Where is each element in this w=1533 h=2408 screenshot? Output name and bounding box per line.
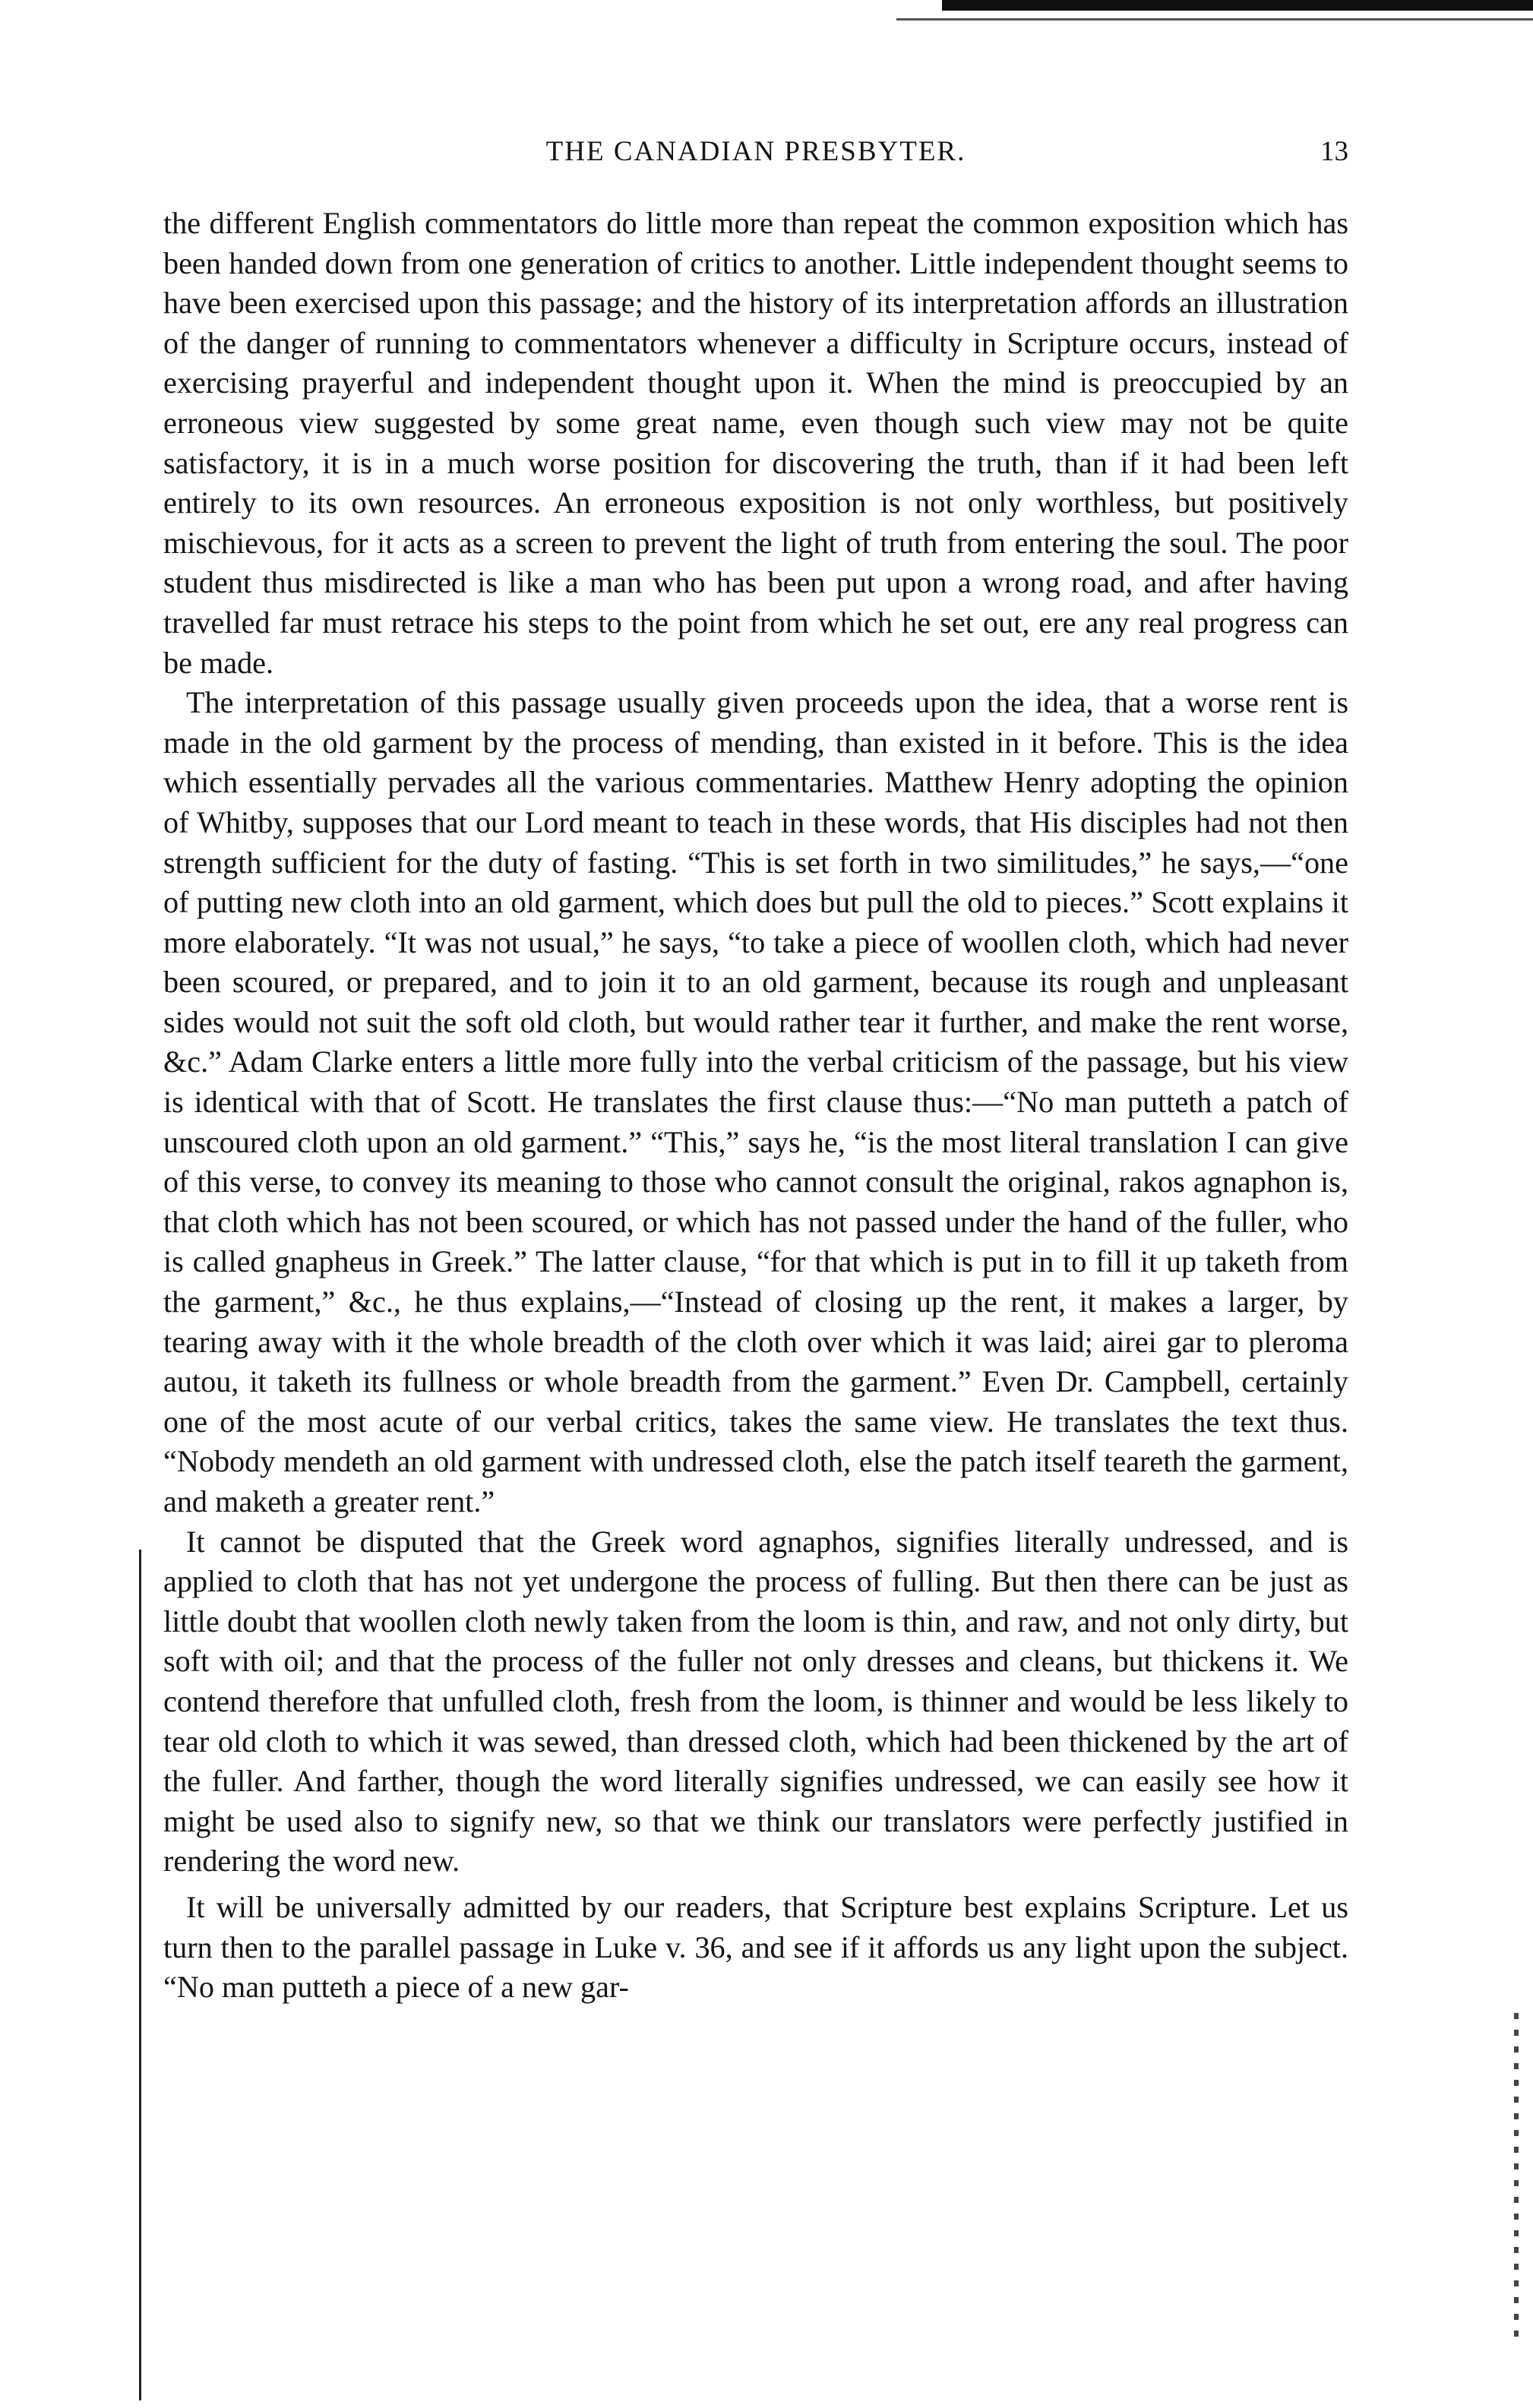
- paragraph-2: The interpretation of this passage usually given proceeds upon the idea, that a worse rent is made in the old garment by the process of mending, than existed in it before. This is the idea which essentially pervades all the various commentaries. Matthew Henry adopting the opinion of Whitby, supposes that our Lord meant to teach in these words, that His disciples had not then strength sufficient for the duty of fasting. “This is set forth in two similitudes,” he says,—“one of putting new cloth into an old garment, which does but pull the old to pieces.” Scott explains it more elaborately. “It was not usual,” he says, “to take a piece of woollen cloth, which had never been scoured, or prepared, and to join it to an old garment, because its rough and unpleasant sides would not suit the soft old cloth, but would rather tear it further, and make the rent worse, &c.” Adam Clarke enters a little more fully into the verbal criticism of the passage, but his view is identical with that of Scott. He translates the first clause thus:—“No man putteth a patch of unscoured cloth upon an old garment.” “This,” says he, “is the most literal translation I can give of this verse, to convey its meaning to those who cannot consult the original, rakos agnaphon is, that cloth which has not been scoured, or which has not passed under the hand of the fuller, who is called gnapheus in Greek.” The latter clause, “for that which is put in to fill it up taketh from the garment,” &c., he thus explains,—“Instead of closing up the rent, it makes a larger, by tearing away with it the whole breadth of the cloth over which it was laid; airei gar to pleroma autou, it taketh its fullness or whole breadth from the garment.” Even Dr. Campbell, certainly one of the most acute of our verbal critics, takes the same view. He translates the text thus. “Nobody mendeth an old garment with undressed cloth, else the patch itself teareth the garment, and maketh a greater rent.”: [163, 685, 1348, 1518]
- paragraph-1: the different English commentators do little more than repeat the common exposition which has been handed down from one generation of critics to another. Little independent thought seems to have been exercised upon this passage; and the history of its interpretation affords an illustration of the danger of running to commentators whenever a difficulty in Scripture occurs, instead of exercising prayerful and independent thought upon it. When the mind is preoccupied by an erroneous view suggested by some great name, even though such view may not be quite satisfactory, it is in a much worse position for discovering the truth, than if it had been left entirely to its own resources. An erroneous exposition is not only worthless, but positively mischievous, for it acts as a screen to prevent the light of truth from entering the soul. The poor student thus misdirected is like a man who has been put upon a wrong road, and after having travelled far must retrace his steps to the point from which he set out, ere any real progress can be made.: [163, 206, 1348, 680]
- left-page-edge: [139, 1550, 141, 2400]
- page-number: 13: [1320, 136, 1348, 167]
- top-scan-rule: [942, 0, 1533, 11]
- top-scan-thin-rule: [896, 18, 1533, 21]
- body-text: [163, 204, 1348, 2008]
- right-margin-marks: [1514, 2013, 1519, 2340]
- running-head: [163, 135, 1348, 173]
- paragraph-3: It cannot be disputed that the Greek word agnaphos, signifies literally undressed, and is applied to cloth that has not yet undergone the process of fulling. But then there can be just as little doubt that woollen cloth newly taken from the loom is thin, and raw, and not only dirty, but soft with oil; and that the process of the fuller not only dresses and cleans, but thickens it. We contend therefore that unfulled cloth, fresh from the loom, is thinner and would be less likely to tear old cloth to which it was sewed, than dressed cloth, which had been thickened by the art of the fuller. And farther, though the word literally signifies undressed, we can easily see how it might be used also to signify new, so that we think our translators were perfectly justified in rendering the word new.: [163, 1524, 1348, 1879]
- paragraph-4: It will be universally admitted by our readers, that Scripture best explains Scripture. Let us turn then to the parallel passage in Luke v. 36, and see if it affords us any light upon the subject. “No man putteth a piece of a new gar-: [163, 1889, 1348, 2005]
- running-title: THE CANADIAN PRESBYTER.: [545, 136, 966, 167]
